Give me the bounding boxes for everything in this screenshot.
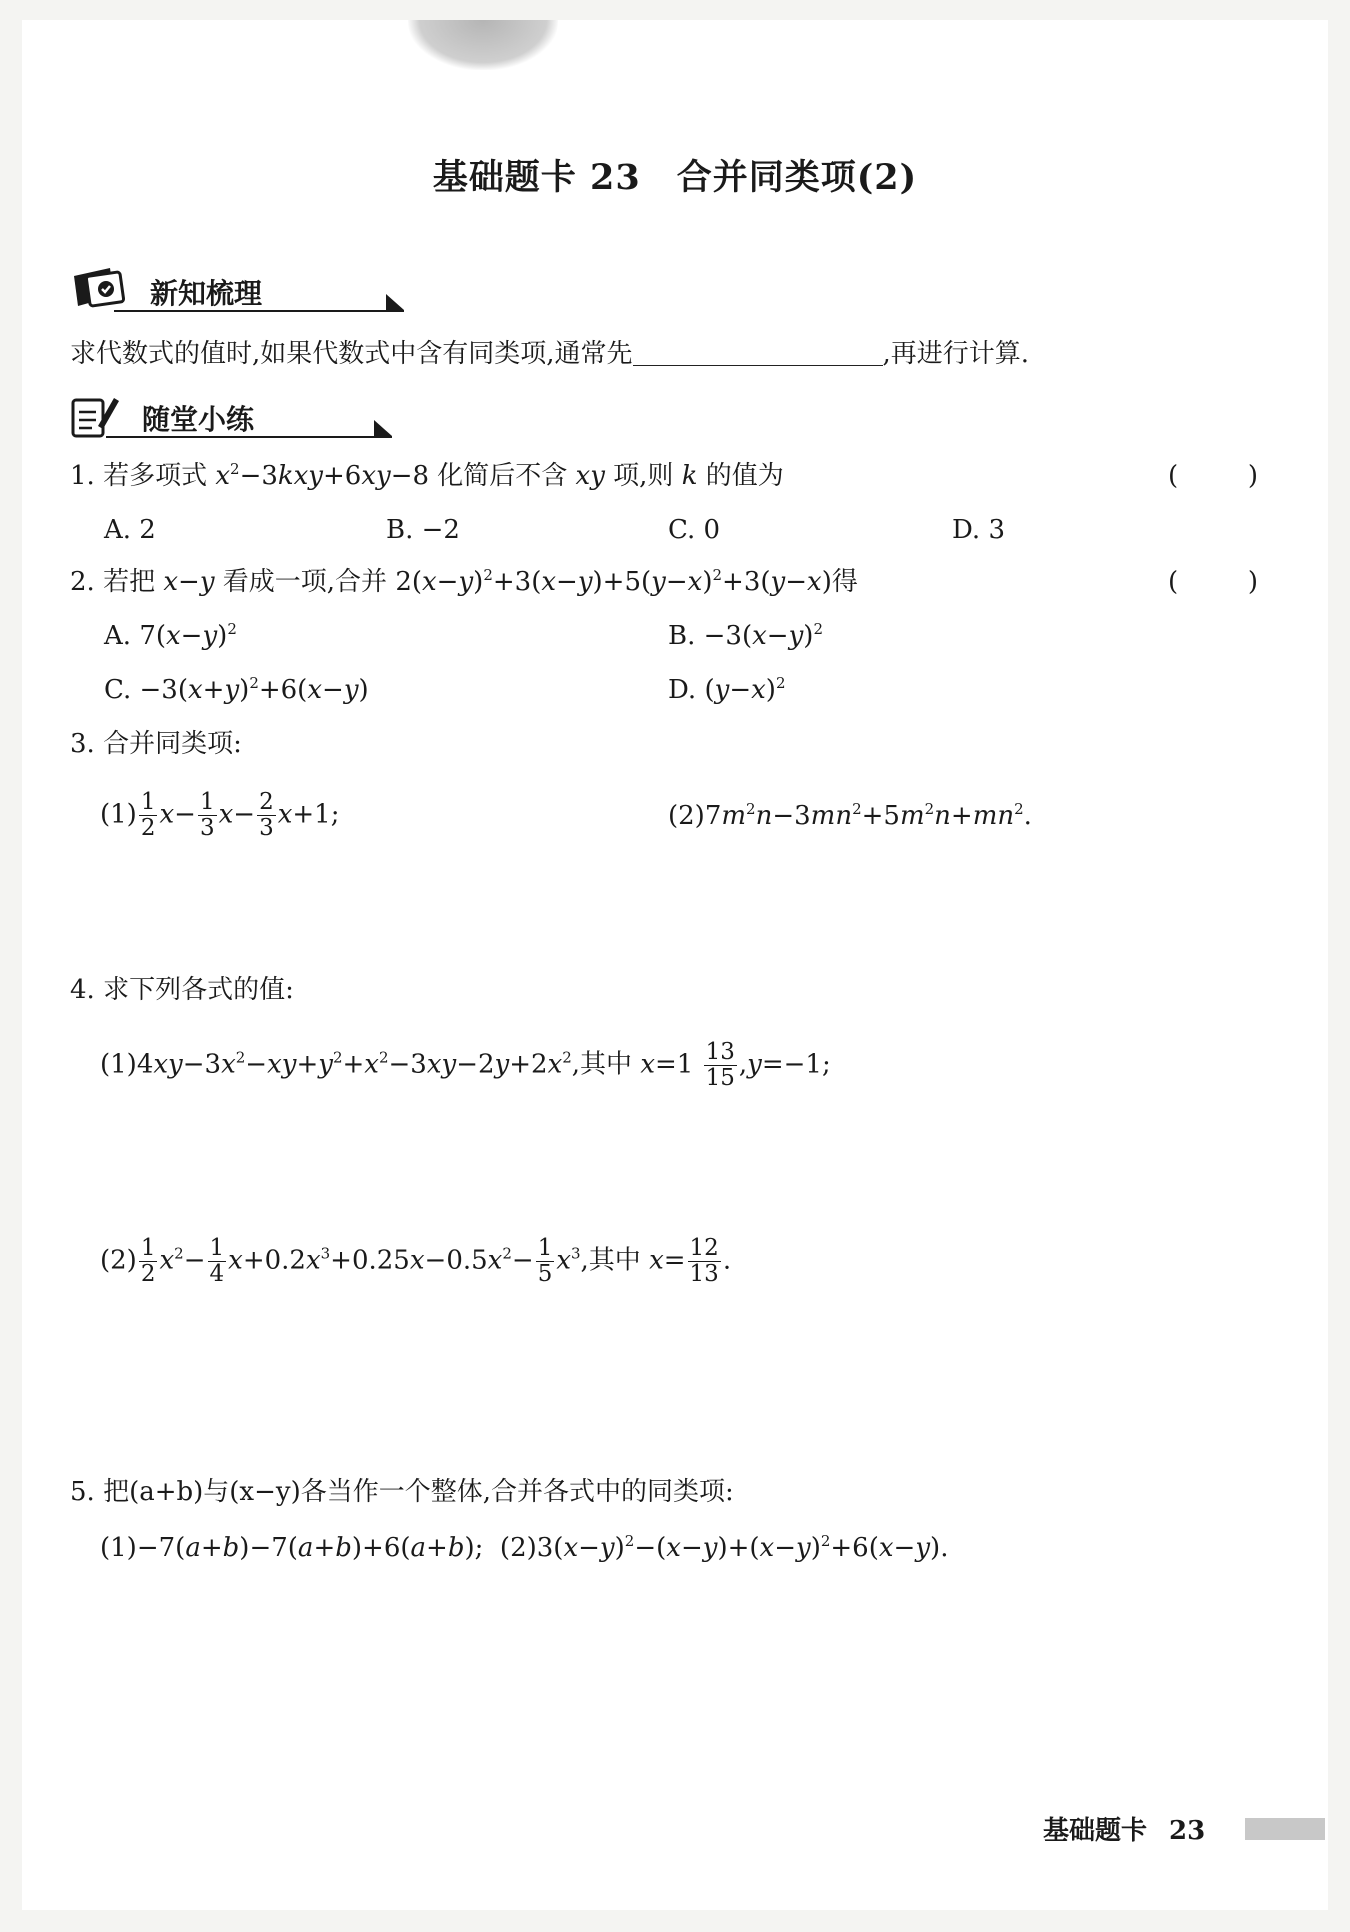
knowledge-statement: 求代数式的值时,如果代数式中含有同类项,通常先 ,再进行计算. — [70, 339, 1030, 369]
section-header-practice — [70, 392, 340, 442]
question-5-parts: (1)−7(a+b)−7(a+b)+6(a+b); $(2)3(x-y)^2-(x-y)+(x-y)^2+6(x-y)$. — [100, 1532, 949, 1563]
page-title — [0, 150, 1350, 200]
page-number: 23 — [1169, 1816, 1206, 1846]
footer-label: 基础题卡 — [1043, 1816, 1148, 1846]
question-5: 5. 把(a+b)与(x−y)各当作一个整体,合并各式中的同类项: — [70, 1477, 734, 1507]
question-3: 3. 合并同类项: — [70, 729, 242, 759]
triangle-marker-icon — [386, 294, 404, 310]
title-card-number: 基础题卡 23 — [432, 157, 641, 198]
notepad-pencil-icon — [70, 392, 122, 440]
question-4-part-2: (2) $\frac{1}{2}$ $x^2-$ $\frac{1}{4}$ $x+0.2x^3+0.25x-0.5x^2-$ $\frac{1}{5}$ $x^3$,其中 x= $\frac{12}{13}$ . — [100, 1235, 732, 1287]
question-4: 4. 求下列各式的值: — [70, 975, 294, 1005]
section-header-knowledge — [70, 266, 340, 316]
answer-parentheses[interactable]: ( ) — [1168, 461, 1258, 491]
footer-bar-decoration — [1245, 1818, 1325, 1840]
question-1: 1. 若多项式 $x^2-3kxy+6xy-8$ 化简后不含 xy 项,则 k 的值为 — [70, 460, 784, 491]
question-3-part-1: (1) $\frac{1}{2}$ x− $\frac{1}{3}$ x− $\frac{2}{3}$ x+1; — [100, 789, 340, 841]
section-title-practice: 随堂小练 — [142, 403, 255, 436]
notebook-check-icon — [70, 266, 140, 312]
triangle-marker-icon — [374, 420, 392, 436]
q2-option-a[interactable]: A. $7(x-y)^2$ — [104, 620, 237, 651]
q2-option-d[interactable]: D. $(y-x)^2$ — [668, 674, 786, 705]
q2-option-b[interactable]: B. $-3(x-y)^2$ — [668, 620, 823, 651]
q1-option-c[interactable]: C. 0 — [668, 515, 721, 545]
q1-option-a[interactable]: A. 2 — [104, 515, 156, 545]
page-footer — [1043, 1810, 1205, 1847]
answer-blank[interactable] — [633, 339, 883, 366]
q1-option-d[interactable]: D. 3 — [952, 515, 1005, 545]
q1-option-b[interactable]: B. −2 — [386, 515, 460, 545]
question-4-part-1: $(1)4xy-3x^2-xy+y^2+x^2-3xy-2y+2x^2$,其中 x=1 $\frac{13}{15}$ ,y=−1; — [100, 1039, 831, 1091]
question-3-part-2: $(2)7m^2n-3mn^2+5m^2n+mn^2$. — [668, 800, 1032, 831]
section-title-knowledge: 新知梳理 — [150, 277, 263, 310]
answer-parentheses[interactable]: ( ) — [1168, 567, 1258, 597]
question-2: 2. 若把 x−y 看成一项,合并 $2(x-y)^2+3(x-y)+5(y-x)^2+3(y-x)$得 — [70, 566, 858, 597]
title-topic: 合并同类项(2) — [676, 157, 918, 198]
q2-option-c[interactable]: C. $-3(x+y)^2+6(x-y)$ — [104, 674, 369, 705]
